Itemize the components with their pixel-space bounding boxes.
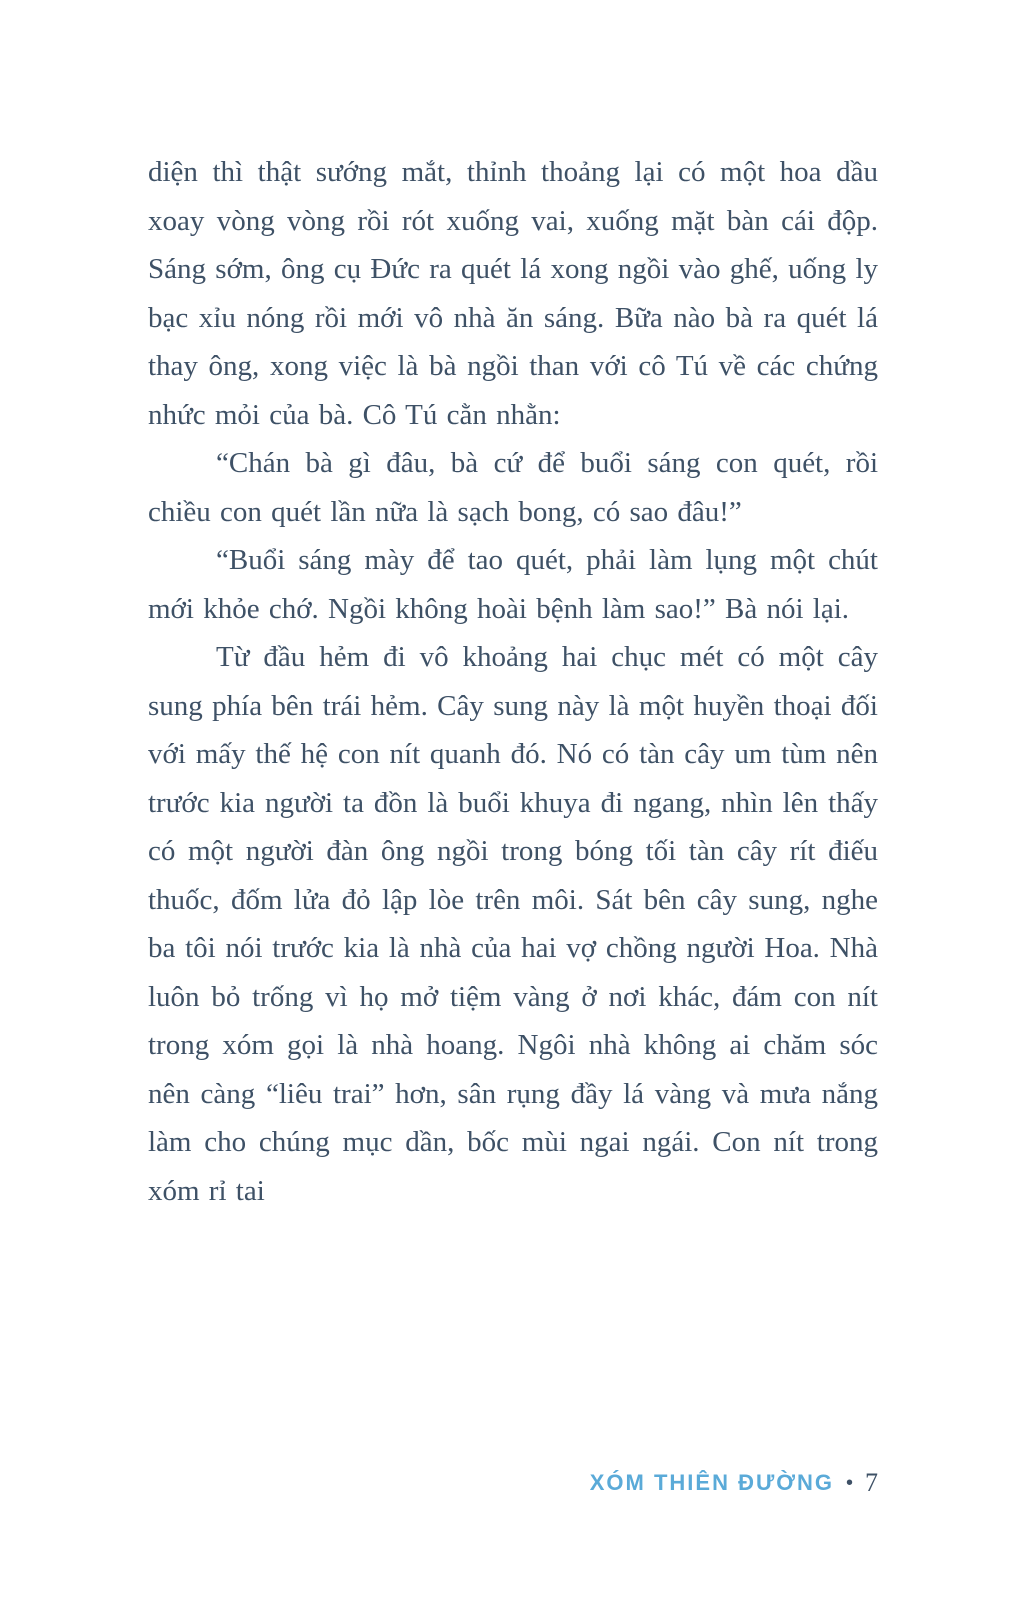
book-page	[148, 148, 878, 1215]
paragraph: diện thì thật sướng mắt, thỉnh thoảng lại có một hoa dầu xoay vòng vòng rồi rót xuống vai, xuống mặt bàn cái độp. Sáng sớm, ông cụ Đức ra quét lá xong ngồi vào ghế, uống ly bạc xỉu nóng rồi mới vô nhà ăn sáng. Bữa nào bà ra quét lá thay ông, xong việc là bà ngồi than với cô Tú về các chứng nhức mỏi của bà. Cô Tú cằn nhằn:	[148, 156, 878, 431]
paragraph: “Buổi sáng mày để tao quét, phải làm lụng một chút mới khỏe chớ. Ngồi không hoài bệnh làm sao!” Bà nói lại.	[148, 544, 878, 625]
paragraph: “Chán bà gì đâu, bà cứ để buổi sáng con quét, rồi chiều con quét lần nữa là sạch bong, có sao đâu!”	[148, 447, 878, 528]
footer-separator-dot: •	[845, 1472, 853, 1494]
footer-book-title: XÓM THIÊN ĐƯỜNG	[589, 1470, 834, 1495]
page-text	[148, 148, 878, 1215]
paragraph: Từ đầu hẻm đi vô khoảng hai chục mét có một cây sung phía bên trái hẻm. Cây sung này là một huyền thoại đối với mấy thế hệ con nít quanh đó. Nó có tàn cây um tùm nên trước kia người ta đồn là buổi khuya đi ngang, nhìn lên thấy có một người đàn ông ngồi trong bóng tối tàn cây rít điếu thuốc, đốm lửa đỏ lập lòe trên môi. Sát bên cây sung, nghe ba tôi nói trước kia là nhà của hai vợ chồng người Hoa. Nhà luôn bỏ trống vì họ mở tiệm vàng ở nơi khác, đám con nít trong xóm gọi là nhà hoang. Ngôi nhà không ai chăm sóc nên càng “liêu trai” hơn, sân rụng đầy lá vàng và mưa nắng làm cho chúng mục dần, bốc mùi ngai ngái. Con nít trong xóm rỉ tai	[148, 641, 878, 1207]
page-footer	[590, 1468, 878, 1498]
footer-page-number: 7	[865, 1468, 878, 1497]
